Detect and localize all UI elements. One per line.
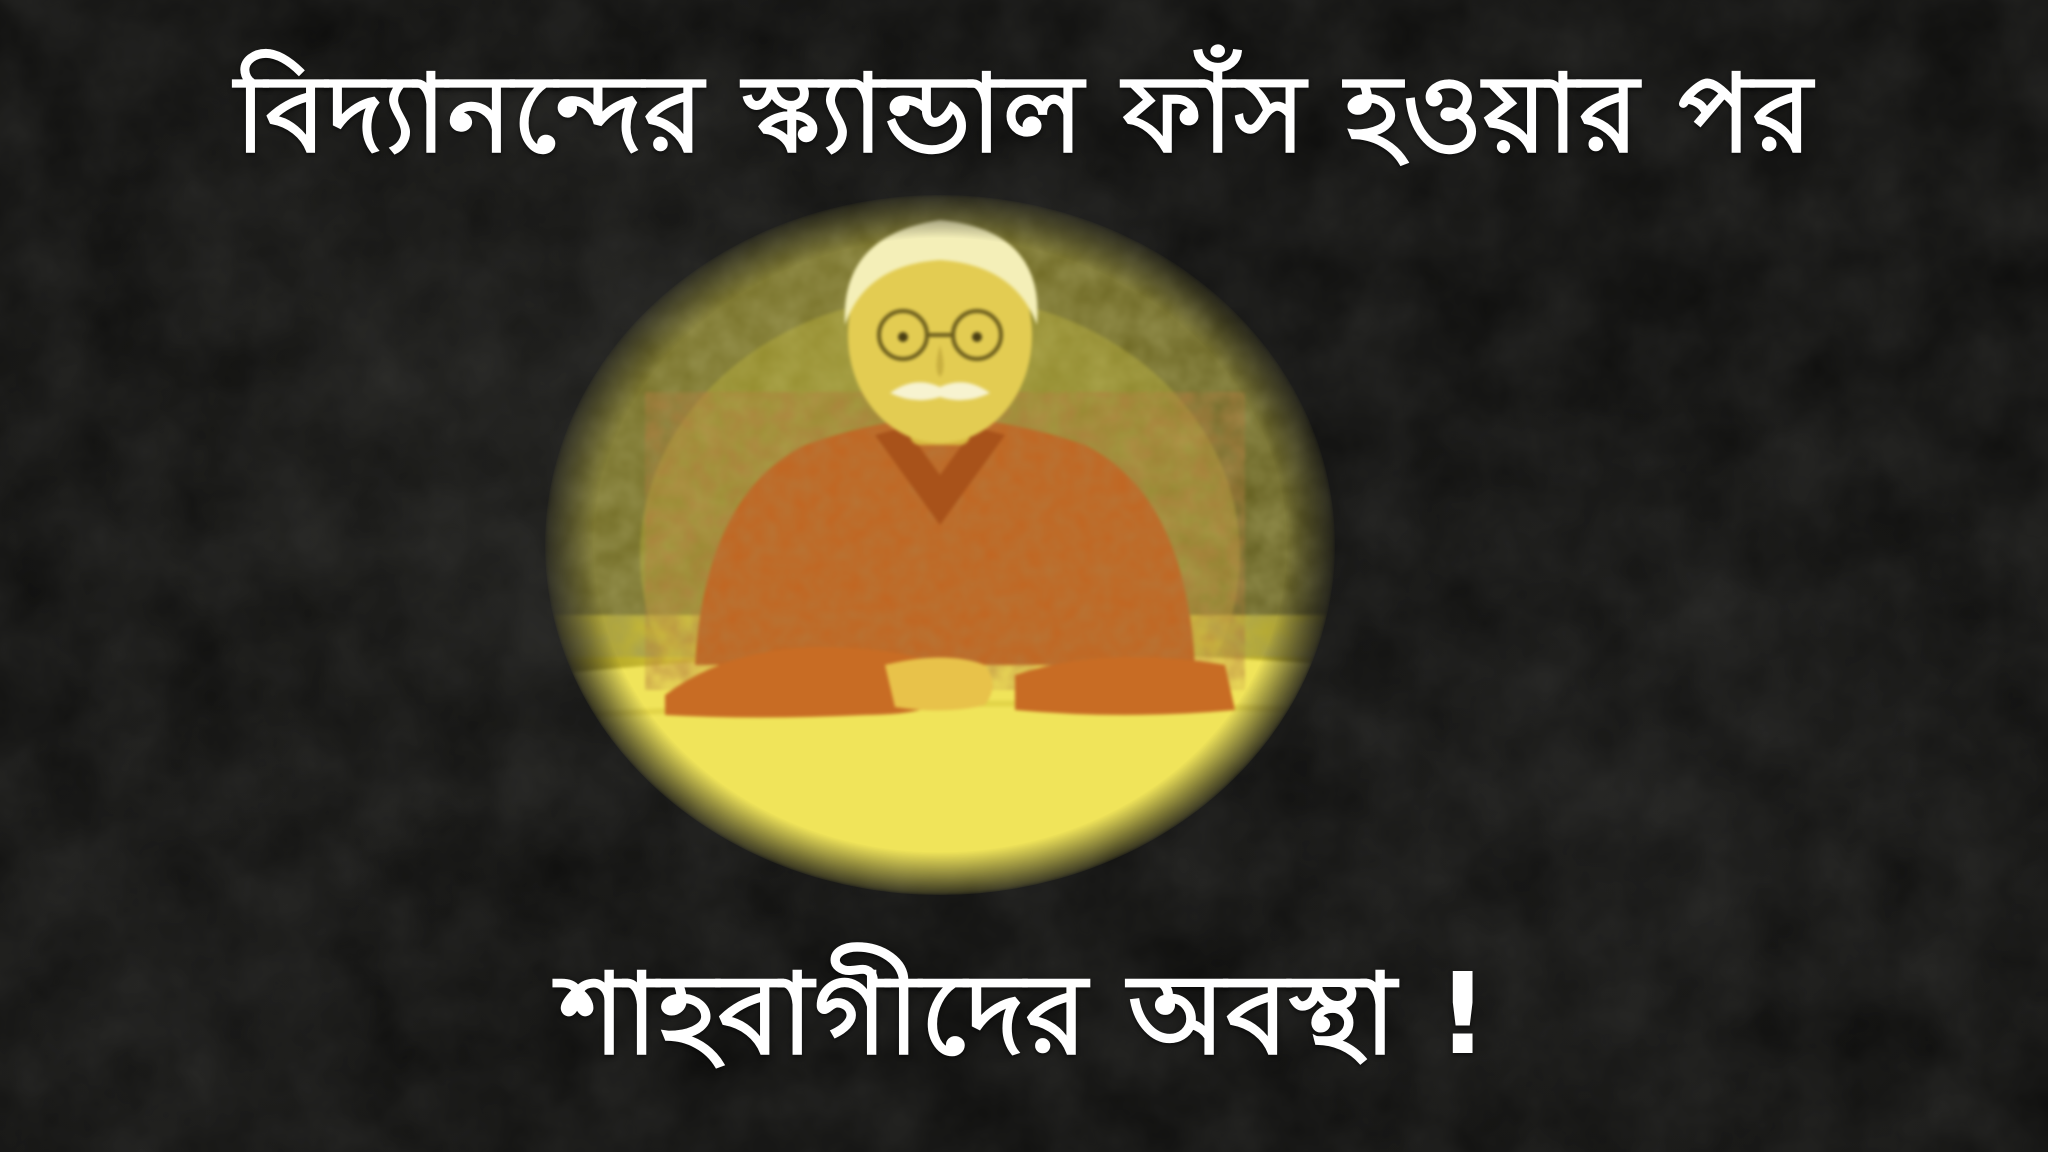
- headline-top: বিদ্যানন্দের স্ক্যান্ডাল ফাঁস হওয়ার পর: [234, 52, 1814, 177]
- spotlight-portrait: [545, 195, 1335, 895]
- headline-bottom: শাহবাগীদের অবস্থা !: [558, 950, 1490, 1080]
- portrait-illustration: [545, 195, 1335, 895]
